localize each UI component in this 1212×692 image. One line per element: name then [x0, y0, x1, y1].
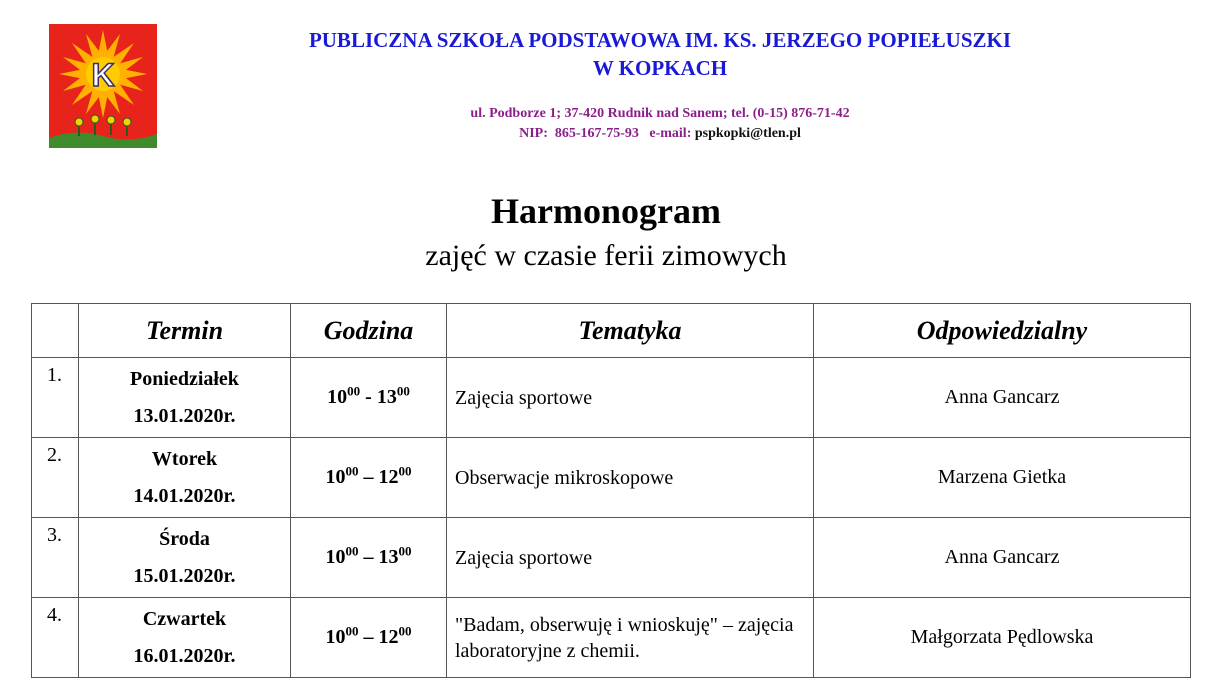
table-row — [32, 438, 1191, 518]
row-number: 4. — [32, 598, 79, 678]
table-row — [32, 358, 1191, 438]
header-godzina: Godzina — [291, 304, 447, 358]
header-number — [32, 304, 79, 358]
row-time — [291, 358, 447, 438]
school-name-line1: PUBLICZNA SZKOŁA PODSTAWOWA IM. KS. JERZEGO POPIEŁUSZKI — [308, 28, 1012, 52]
row-number: 1. — [32, 358, 79, 438]
email-label: e-mail: — [649, 126, 692, 141]
end-hour: 12 — [378, 626, 399, 648]
page-subtitle: zajęć w czasie ferii zimowych — [425, 239, 787, 272]
row-topic: Zajęcia sportowe — [447, 518, 814, 598]
start-minute: 00 — [347, 383, 361, 399]
row-day: Poniedziałek — [130, 367, 239, 390]
school-logo — [49, 24, 157, 148]
start-minute: 00 — [345, 463, 359, 479]
end-minute: 00 — [398, 463, 412, 479]
end-minute: 00 — [396, 383, 410, 399]
row-time — [291, 518, 447, 598]
start-hour: 10 — [325, 466, 346, 488]
page-title: Harmonogram — [491, 191, 721, 231]
row-person: Anna Gancarz — [814, 358, 1191, 438]
row-date — [79, 358, 291, 438]
start-minute: 00 — [345, 543, 359, 559]
table-header-row — [32, 304, 1191, 358]
end-hour: 12 — [378, 466, 399, 488]
row-day: Środa — [159, 527, 210, 550]
table-row — [32, 518, 1191, 598]
row-day: Wtorek — [151, 447, 218, 470]
start-minute: 00 — [345, 623, 359, 639]
header-tematyka: Tematyka — [447, 304, 814, 358]
header-odpowiedzialny: Odpowiedzialny — [814, 304, 1191, 358]
logo-letter: K — [91, 57, 115, 93]
time-separator: - — [360, 386, 377, 408]
school-name — [230, 26, 1090, 82]
row-topic: Zajęcia sportowe — [447, 358, 814, 438]
school-name-line2: W KOPKACH — [592, 56, 728, 80]
row-date — [79, 518, 291, 598]
end-hour: 13 — [376, 386, 397, 408]
email-value: pspkopki@tlen.pl — [694, 126, 801, 141]
row-person: Anna Gancarz — [814, 518, 1191, 598]
row-date-value: 14.01.2020r. — [133, 484, 236, 507]
end-minute: 00 — [398, 623, 412, 639]
row-person: Małgorzata Pędlowska — [814, 598, 1191, 678]
row-topic: "Badam, obserwuję i wnioskuję" – zajęcia laboratoryjne z chemii. — [447, 598, 814, 678]
header-termin: Termin — [79, 304, 291, 358]
start-hour: 10 — [327, 386, 348, 408]
end-minute: 00 — [398, 543, 412, 559]
sun-k-logo-icon — [49, 24, 157, 148]
row-date-value: 16.01.2020r. — [133, 644, 236, 667]
nip-label: NIP: — [519, 126, 548, 141]
row-person: Marzena Gietka — [814, 438, 1191, 518]
start-hour: 10 — [325, 626, 346, 648]
row-date-value: 15.01.2020r. — [133, 564, 236, 587]
row-day: Czwartek — [142, 607, 227, 630]
start-hour: 10 — [325, 546, 346, 568]
schedule-table — [31, 303, 1191, 678]
row-date — [79, 438, 291, 518]
school-contact — [230, 104, 1090, 144]
nip-email-line — [230, 124, 1090, 144]
time-separator: – — [358, 626, 379, 648]
row-number: 3. — [32, 518, 79, 598]
row-date — [79, 598, 291, 678]
time-separator: – — [358, 546, 379, 568]
time-separator: – — [358, 466, 379, 488]
row-time — [291, 598, 447, 678]
row-date-value: 13.01.2020r. — [133, 404, 236, 427]
table-row — [32, 598, 1191, 678]
nip-value: 865-167-75-93 — [554, 126, 639, 141]
end-hour: 13 — [378, 546, 399, 568]
row-topic: Obserwacje mikroskopowe — [447, 438, 814, 518]
row-number: 2. — [32, 438, 79, 518]
address-line: ul. Podborze 1; 37-420 Rudnik nad Sanem; tel. (0-15) 876-71-42 — [470, 106, 850, 121]
row-time — [291, 438, 447, 518]
